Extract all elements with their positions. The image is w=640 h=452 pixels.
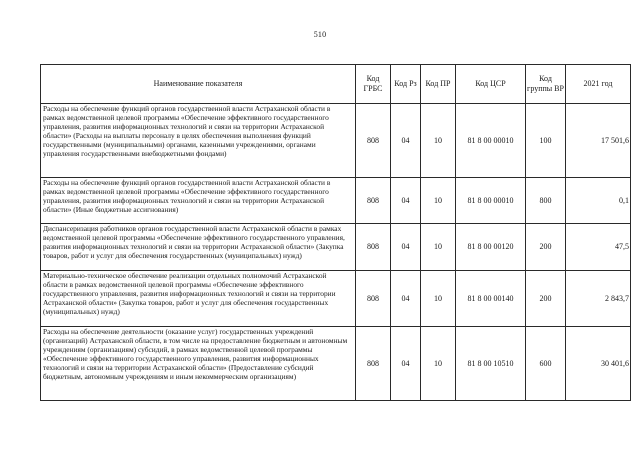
row-grbs: 808 <box>356 178 391 224</box>
row-amount: 47,5 <box>566 224 631 271</box>
row-rz: 04 <box>391 224 421 271</box>
header-csr: Код ЦСР <box>456 65 526 104</box>
row-vr: 600 <box>526 327 566 401</box>
row-amount: 0,1 <box>566 178 631 224</box>
row-grbs: 808 <box>356 271 391 327</box>
header-vr: Код группы ВР <box>526 65 566 104</box>
header-grbs: Код ГРБС <box>356 65 391 104</box>
table-header-row <box>41 65 631 104</box>
table-row <box>41 224 631 271</box>
row-pr: 10 <box>421 224 456 271</box>
header-year: 2021 год <box>566 65 631 104</box>
table-row <box>41 104 631 178</box>
header-rz: Код Рз <box>391 65 421 104</box>
page-number: 510 <box>313 30 327 39</box>
row-csr: 81 8 00 00010 <box>456 104 526 178</box>
row-name: Диспансеризация работников органов государственной власти Астраханской области в рамках ведомственной целевой программы «Обеспечение эффективного государственного управления, развития информационных технологий и связи на территории Астраханской области» (Закупка товаров, работ и услуг для обеспечения государственных (муниципальных) нужд) <box>41 224 356 271</box>
table-row <box>41 178 631 224</box>
row-csr: 81 8 00 10510 <box>456 327 526 401</box>
row-csr: 81 8 00 00120 <box>456 224 526 271</box>
row-name: Расходы на обеспечение функций органов государственной власти Астраханской области в рамках ведомственной целевой программы «Обеспечение эффективного государственного управления, развития информационных технологий и связи на территории Астраханской области» (Расходы на выплаты персоналу в целях обеспечения выполнения функций государственными (муниципальными) органами, казенными учреждениями, органами управления государственными внебюджетными фондами) <box>41 104 356 178</box>
row-pr: 10 <box>421 271 456 327</box>
row-rz: 04 <box>391 327 421 401</box>
row-amount: 2 843,7 <box>566 271 631 327</box>
header-name: Наименование показателя <box>41 65 356 104</box>
row-grbs: 808 <box>356 224 391 271</box>
header-pr: Код ПР <box>421 65 456 104</box>
row-rz: 04 <box>391 271 421 327</box>
row-csr: 81 8 00 00140 <box>456 271 526 327</box>
row-rz: 04 <box>391 104 421 178</box>
row-csr: 81 8 00 00010 <box>456 178 526 224</box>
row-pr: 10 <box>421 104 456 178</box>
row-pr: 10 <box>421 178 456 224</box>
row-vr: 200 <box>526 224 566 271</box>
row-pr: 10 <box>421 327 456 401</box>
row-amount: 17 501,6 <box>566 104 631 178</box>
row-vr: 200 <box>526 271 566 327</box>
row-vr: 800 <box>526 178 566 224</box>
row-grbs: 808 <box>356 327 391 401</box>
row-grbs: 808 <box>356 104 391 178</box>
table-row <box>41 327 631 401</box>
row-amount: 30 401,6 <box>566 327 631 401</box>
budget-table <box>40 64 631 401</box>
row-vr: 100 <box>526 104 566 178</box>
row-name: Расходы на обеспечение функций органов государственной власти Астраханской области в рамках ведомственной целевой программы «Обеспечение эффективного государственного управления, развития информационных технологий и связи на территории Астраханской области» (Иные бюджетные ассигнования) <box>41 178 356 224</box>
row-rz: 04 <box>391 178 421 224</box>
row-name: Материально-техническое обеспечение реализации отдельных полномочий Астраханской области в рамках ведомственной целевой программы «Обеспечение эффективного государственного управления, развития информационных технологий и связи на территории Астраханской области» (Закупка товаров, работ и услуг для обеспечения государственных (муниципальных) нужд) <box>41 271 356 327</box>
table-row <box>41 271 631 327</box>
row-name: Расходы на обеспечение деятельности (оказание услуг) государственных учреждений (организаций) Астраханской области, в том числе на предоставление бюджетным и автономным учреждениям (организациям) субсидий, в рамках ведомственной целевой программы «Обеспечение эффективного государственного управления, развития информационных технологий и связи на территории Астраханской области» (Предоставление субсидий бюджетным, автономным учреждениям и иным некоммерческим организациям) <box>41 327 356 401</box>
